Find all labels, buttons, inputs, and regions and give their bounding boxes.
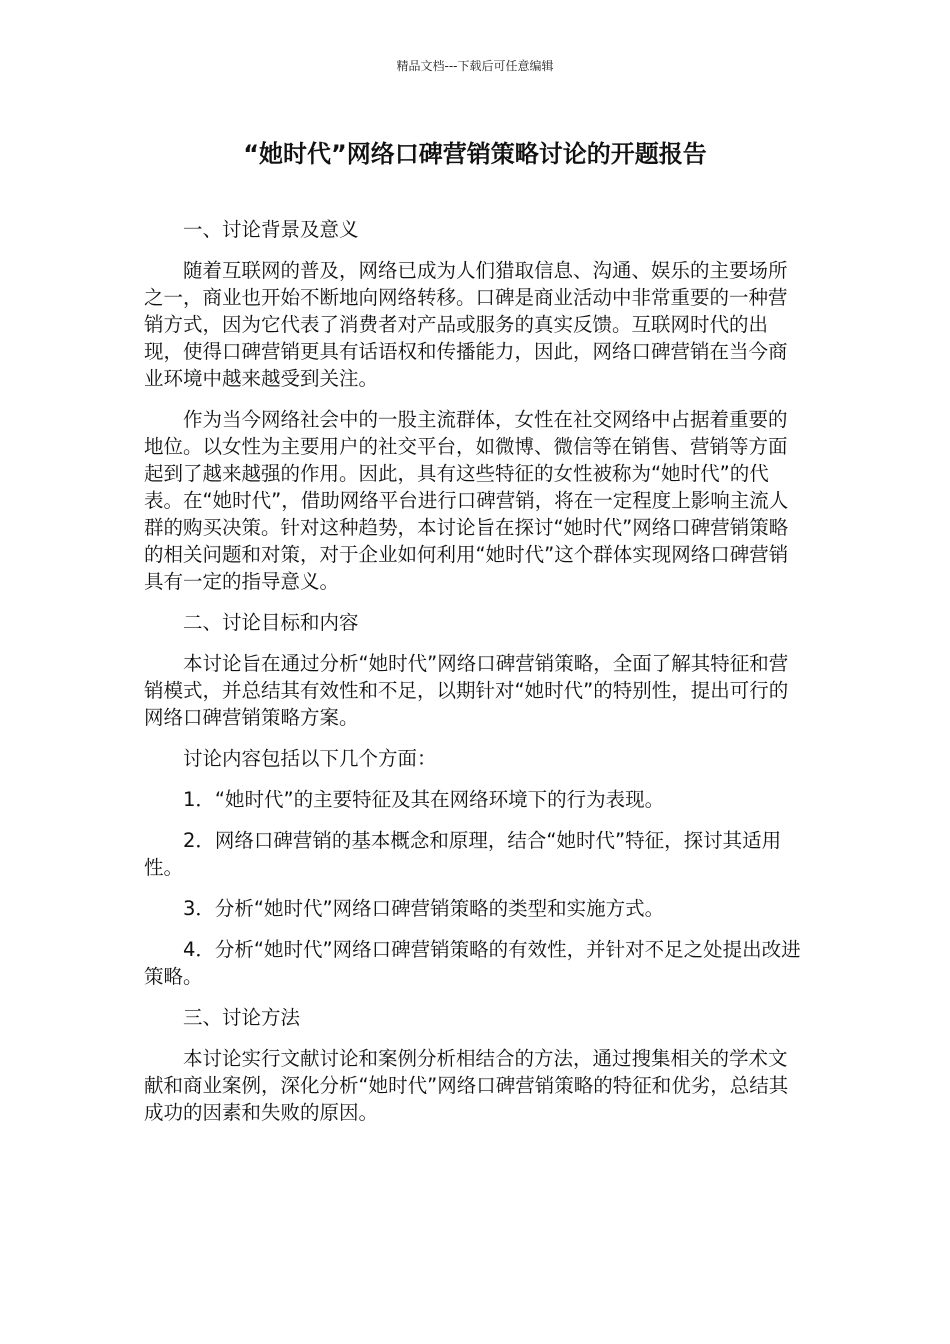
section-heading-goals: 二、讨论目标和内容: [183, 611, 359, 634]
section-heading-methods: 三、讨论方法: [183, 1006, 301, 1029]
paragraph-background-1: 随着互联网的普及，网络已成为人们猎取信息、沟通、娱乐的主要场所之一，商业也开始不断地向网络转移。口碑是商业活动中非常重要的一种营销方式，因为它代表了消费者对产品或服务的真实反馈。互联网时代的出现，使得口碑营销更具有话语权和传播能力，因此，网络口碑营销在当今商业环境中越来越受到关注。: [144, 259, 788, 390]
paragraph-background-2: 作为当今网络社会中的一股主流群体，女性在社交网络中占据着重要的地位。以女性为主要用户的社交平台，如微博、微信等在销售、营销等方面起到了越来越强的作用。因此，具有这些特征的女性被称为“她时代”的代表。在“她时代”，借助网络平台进行口碑营销，将在一定程度上影响主流人群的购买决策。针对这种趋势，本讨论旨在探讨“她时代”网络口碑营销策略的相关问题和对策，对于企业如何利用“她时代”这个群体实现网络口碑营销具有一定的指导意义。: [144, 408, 789, 593]
list-item-3: 3．分析“她时代”网络口碑营销策略的类型和实施方式。: [183, 897, 665, 920]
list-item-4: 4．分析“她时代”网络口碑营销策略的有效性，并针对不足之处提出改进策略。: [144, 938, 801, 988]
paragraph-goals: 本讨论旨在通过分析“她时代”网络口碑营销策略，全面了解其特征和营销模式，并总结其有效性和不足，以期针对“她时代”的特别性，提出可行的网络口碑营销策略方案。: [144, 652, 789, 729]
paragraph-contents-intro: 讨论内容包括以下几个方面：: [183, 747, 437, 770]
list-item-1: 1．“她时代”的主要特征及其在网络环境下的行为表现。: [183, 788, 665, 811]
document-title: “她时代”网络口碑营销策略讨论的开题报告: [243, 140, 707, 168]
list-item-2: 2．网络口碑营销的基本概念和原理，结合“她时代”特征，探讨其适用性。: [144, 829, 782, 879]
paragraph-methods: 本讨论实行文献讨论和案例分析相结合的方法，通过搜集相关的学术文献和商业案例，深化分析“她时代”网络口碑营销策略的特征和优劣，总结其成功的因素和失败的原因。: [144, 1047, 789, 1124]
document-body: [144, 216, 806, 1140]
page-header: 精品文档---下载后可任意编辑: [396, 59, 554, 73]
section-heading-background: 一、讨论背景及意义: [183, 218, 359, 241]
